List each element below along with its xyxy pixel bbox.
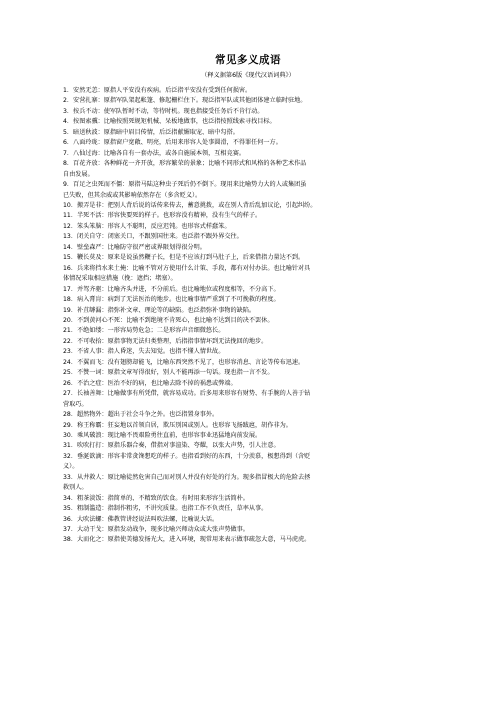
idiom-line: 36．大吹法螺：佛教管讲经说法叫吹法螺，比喻说大话。: [63, 515, 219, 523]
document-subtitle: （释义据第6版《现代汉语词典》）: [201, 72, 295, 79]
idiom-line: 9．百足之虫死而不僵：原指马陆这种虫子死后仍不倒下。现用来比喻势力大的人或集团虽: [63, 181, 307, 189]
idiom-line: 21．不绝如缕：一形容局势危急；二是形容声音细微悠长。: [63, 327, 225, 335]
idiom-line: 32．垂涎欲滴：形容非常贪馋想吃的样子。也指看到好的东西，十分羡慕，极想得到（含贬: [63, 452, 311, 460]
idiom-line: 已失败，但其余威或其影响依然存在（多含贬义）。: [63, 191, 202, 199]
idiom-line: 18．病入膏肓：病到了无法医治的地步。也比喻事情严重到了不可挽救的程度。: [63, 296, 280, 304]
idiom-line: 救别人。: [63, 484, 88, 492]
idiom-line: 营取巧。: [63, 400, 88, 408]
idiom-line: 8．百花齐放：各种鲜花一齐开放，形容繁荣的景象；比喻不同形式和风格的各种艺术作品: [63, 160, 307, 168]
idiom-line: 33．从井救人：原比喻徒然危害自己而对别人并没有好处的行为。现多指冒极大的危险去拯: [63, 473, 311, 481]
idiom-line: 11．半死不活：形容快要死的样子。也形容没有精神，没有生气的样子。: [63, 212, 262, 220]
idiom-line: 37．大动干戈：原指发动战争，现多比喻兴师动众或大张声势做事。: [63, 526, 249, 534]
idiom-line: 26．不治之症：医治不好的病，也比喻去除不掉的祸患或弊端。: [63, 379, 237, 387]
idiom-line: 6．八面玲珑：原指窗户宽敞、明亮，后用来形容人处事圆滑，不得罪任何一方。: [63, 139, 282, 147]
idiom-line: 27．长袖善舞：比喻做事有所凭借，就容易成功。后多用来形容有财势、有手腕的人善于钻: [63, 390, 311, 398]
idiom-line: 7．八仙过海：比喻各自有一套办法，或各自施展本领，互相竞赛。: [63, 149, 245, 157]
idiom-line: 13．闭关自守：闭塞关口，不跟别国往来。也泛指不跟外界交往。: [63, 233, 243, 241]
idiom-line: 23．不省人事：指人昏迷，失去知觉。也指不懂人情世故。: [63, 348, 225, 356]
idiom-line: 4．按图索骥：比喻按照死规矩机械、呆板地做事，也泛指按照线索寻找目标。: [63, 118, 276, 126]
idiom-line: 25．不赞一词：原指文章写得很好，别人不能再添一句话。现也指一言不发。: [63, 369, 274, 377]
idiom-line: 20．不到黄河心不死：比喻不到绝境不肯死心，也比喻不达到目的决不罢休。: [63, 316, 274, 324]
idiom-line: 3．按兵不动：使军队暂时不动，等待时机。现也指接受任务后不肯行动。: [63, 107, 264, 115]
idiom-line: 38．大而化之：原指使美德发扬光大，进入环境，现常用来表示做事疏忽大意，马马虎虎。: [63, 536, 311, 544]
idiom-line: 31．吹吹打打：原指乐器合奏，借指对事渲染、夸耀，以张大声势，引人注意。: [63, 442, 280, 450]
idiom-line: 5．暗送秋波：原指暗中眉目传情，后泛指献媚取宠、暗中勾搭。: [63, 128, 239, 136]
idiom-line: 12．笨头笨脑：形容人不聪明，反应迟钝。也形容式样蠢笨。: [63, 222, 231, 230]
idiom-line: 28．超然物外：超出于社会斗争之外。也泛指置身事外。: [63, 411, 219, 419]
idiom-line: 29．称王称霸：狂妄地以首领自居，欺压别国或别人。也形容飞扬跋扈，胡作非为。: [63, 421, 292, 429]
idiom-line: 14．壁垒森严：比喻防守很严密或界限划得很分明。: [63, 243, 206, 251]
idiom-line: 1．安然无恙：原指人平安没有疾病。后泛指平安没有受到任何损害。: [63, 87, 252, 94]
idiom-line: 35．粗制滥造：指制作粗劣，不讲究质量。也指工作不负责任，草率从事。: [63, 505, 268, 513]
idiom-line: 10．搬弄是非：把别人背后说的话传来传去，蓄意挑拨，或在别人背后乱加议论，引起纠纷。: [63, 201, 317, 209]
idiom-line: 17．并驾齐驱：比喻齐头并进，不分前后。也比喻地位或程度相等，不分高下。: [63, 285, 280, 293]
idiom-line: 16．兵来将挡水来土掩：比喻不管对方使用什么计策、手段，都有对付办法。也比喻针对具: [63, 264, 311, 272]
idiom-line: 自由发展。: [63, 170, 94, 178]
document-title: 常见多义成语: [215, 54, 281, 66]
idiom-line: 2．安营扎寨：原指军队架起帐篷、修起栅栏住下。现泛指军队或其他团体建立临时驻地。: [63, 97, 307, 105]
idiom-line: 24．不翼而飞：没有翅膀却能飞，比喻东西突然不见了，也形容消息、言论等传布迅速。: [63, 358, 305, 366]
idiom-line: 义）。: [63, 463, 79, 471]
idiom-line: 34．粗茶淡饭：指简单的、不精致的饮食。有时用来形容生活简朴。: [63, 494, 249, 502]
idiom-line: 体情况采取相应措施（挽：遮挡；堵塞）。: [63, 275, 177, 283]
idiom-line: 19．补苴罅漏：指弥补文章、理论等的缺陷。也泛指弥补事物的缺陷。: [63, 306, 256, 314]
idiom-line: 30．乘风破浪：现比喻不畏艰险勇往直前，也形容事业迅猛地向前发展。: [63, 431, 262, 439]
idiom-line: 15．鞭长莫及：原来是说虽然鞭子长，但是不应该打到马肚子上，后来借指力量达不到。: [63, 254, 305, 262]
idiom-line: 22．不可收拾：原指事物无法归类整理，后指指事情坏到无法挽回的地步。: [63, 337, 268, 345]
idiom-list: [63, 86, 429, 546]
